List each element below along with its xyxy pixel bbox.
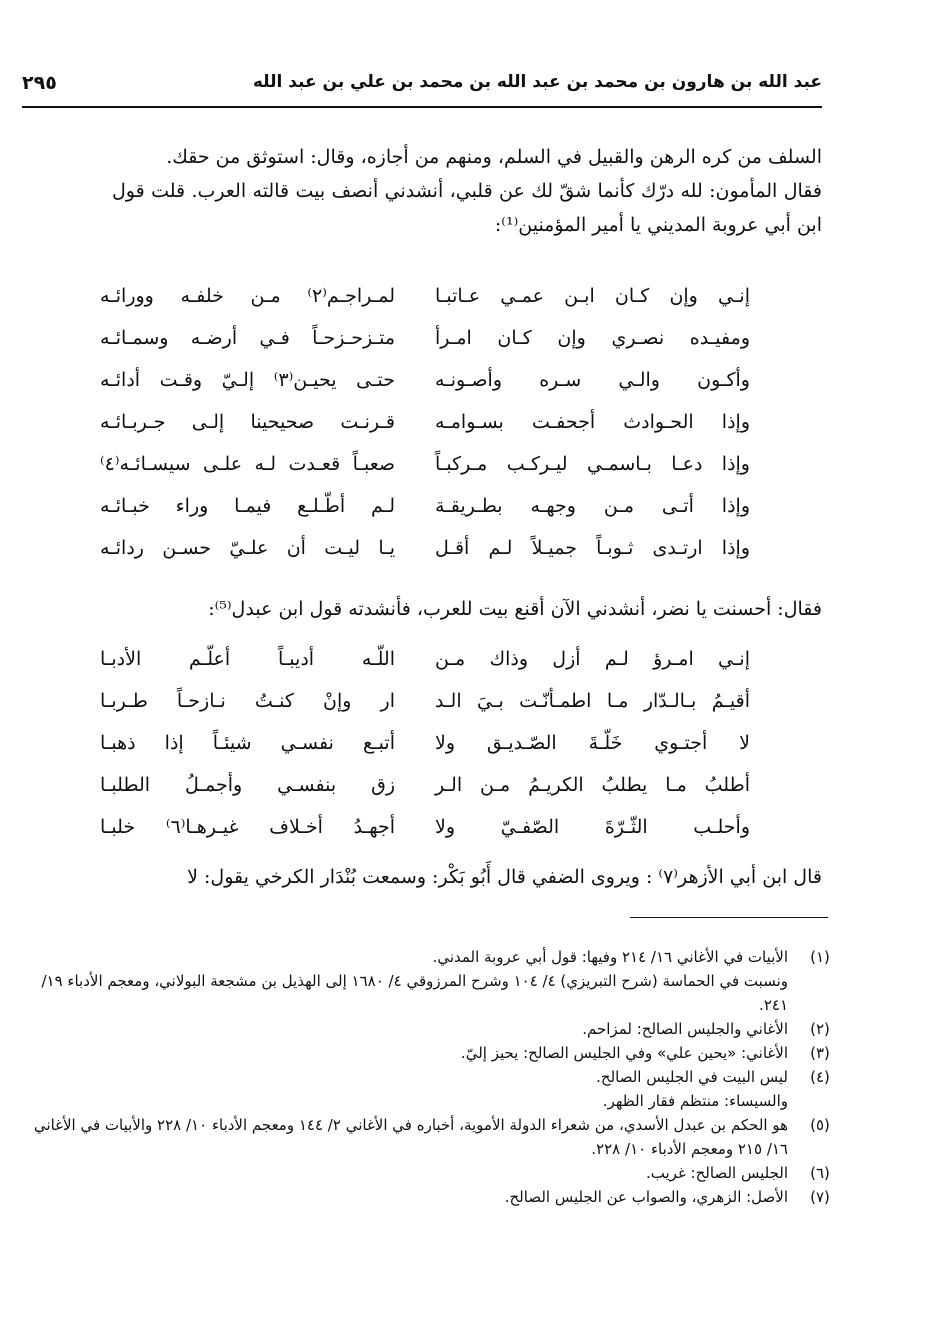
footnote-text: ونسبت في الحماسة (شرح التبريزي) ٤/ ١٠٤ وشرح المرزوقي ٤/ ١٦٨٠ إلى الهذيل بن مشجعة البولاني، ومعجم الأدباء ١٩/ ٢٤١. <box>41 972 788 1014</box>
verse-second-hemistich: صعبـاً قعـدت لـه علـى سيسـائـه⁽٤⁾ <box>100 453 395 475</box>
verse-first-hemistich: إنـي امـرؤ لـم أزل وذاك مـن <box>435 648 750 670</box>
verse-second-hemistich: متـزحـزحـاً فـي أرضـه وسمـائـه <box>100 327 395 349</box>
footnote <box>30 1017 840 1041</box>
prose-block-3 <box>112 860 822 894</box>
verse-first-hemistich: لا أجتـوي خَلّـةَ الصّـديـق ولا <box>435 732 750 754</box>
footnote-number: (٤) <box>810 1068 830 1086</box>
footnote-text: الأغاني والجليس الصالح: لمزاحم. <box>582 1020 788 1038</box>
paragraph-2: فقال المأمون: لله درّك كأنما شقّ لك عن قلبي، أنشدني أنصف بيت قالته العرب. قلت قول ابن أبي عروبة المديني يا أمير المؤمنين⁽¹⁾: <box>112 180 822 236</box>
verse-second-hemistich: لـم أطّـلـع فيمـا وراء خبـائـه <box>100 495 395 517</box>
verse-first-hemistich: وإذا الحـوادث أجحفـت بسـوامـه <box>435 411 750 433</box>
footnote-number: (٢) <box>810 1020 830 1038</box>
verse-second-hemistich: زق بنفسـي وأجمـلُ الطلبـا <box>100 774 395 796</box>
footnote-number: (٣) <box>810 1044 830 1062</box>
verse-second-hemistich: حتـى يحيـن⁽٣⁾ إلـيّ وقـت أدائـه <box>100 369 396 391</box>
footnote-number: (١) <box>810 948 830 966</box>
footnote-text: الأبيات في الأغاني ١٦/ ٢١٤ وفيها: قول أبي عروبة المدني. <box>432 948 788 966</box>
poem-1 <box>100 285 750 579</box>
footnotes <box>30 945 840 1209</box>
verse <box>100 411 750 453</box>
header-rule <box>22 106 822 108</box>
verse-second-hemistich: أجهـدُ أخـلاف غيـرهـا⁽٦⁾ خلبـا <box>100 816 395 838</box>
verse <box>100 327 750 369</box>
verse-second-hemistich: أتبـع نفسـي شيئـاً إذا ذهبـا <box>100 732 395 754</box>
footnote-text: ليس البيت في الجليس الصالح. <box>596 1068 788 1086</box>
running-header <box>22 72 822 100</box>
verse <box>100 690 750 732</box>
footnote <box>30 1041 840 1065</box>
verse-second-hemistich: يـا ليـت أن علـيّ حسـن ردائـه <box>100 537 395 559</box>
verse-first-hemistich: وأكـون والـي سـره وأصـونـه <box>435 369 750 391</box>
paragraph-4: قال ابن أبي الأزهر⁽٧⁾ : ويروى الضفي قال أَبُو بَكْر: وسمعت بُنْدَار الكرخي يقول: لا <box>187 866 822 888</box>
poem-2 <box>100 648 750 858</box>
verse-second-hemistich: قـرنـت صحيحينا إلـى جـربـائـه <box>100 411 395 433</box>
footnote <box>30 1065 840 1113</box>
footnote-rule <box>630 917 828 918</box>
footnote <box>30 945 840 1017</box>
verse <box>100 732 750 774</box>
prose-block-1 <box>112 140 822 242</box>
footnote <box>30 1113 840 1161</box>
verse-second-hemistich: لمـراجـم⁽٢⁾ مـن خلفـه وورائـه <box>100 285 395 307</box>
verse-second-hemistich: ار وإنْ كنـتُ نـازحـاً طـربـا <box>100 690 395 712</box>
page-number: ٢٩٥ <box>22 72 57 94</box>
verse-first-hemistich: إنـي وإن كـان ابـن عمـي عـاتبـا <box>435 285 750 307</box>
footnote-text: والسيساء: منتظم فقار الظهر. <box>602 1092 788 1110</box>
prose-block-2 <box>112 592 822 626</box>
paragraph-1: السلف من كره الرهن والقبيل في السلم، ومنهم من أجازه، وقال: استوثق من حقك. <box>166 146 822 168</box>
verse-first-hemistich: وأحلـب الثّـرّةَ الصّفـيّ ولا <box>435 816 750 838</box>
footnote-number: (٥) <box>810 1116 830 1134</box>
verse-first-hemistich: وإذا ارتـدى ثـوبـاً جميـلاً لـم أقـل <box>435 537 750 559</box>
verse <box>100 495 750 537</box>
verse-first-hemistich: أطلبُ مـا يطلبُ الكريـمُ مـن الـر <box>435 774 750 796</box>
footnote-text: هو الحكم بن عبدل الأسدي، من شعراء الدولة الأموية، أخباره في الأغاني ٢/ ١٤٤ ومعجم الأدباء ١٠/ ٢٢٨ والأبيات في الأغاني ١٦/ ٢١٥ ومعجم الأدباء ١٠/ ٢٢٨. <box>33 1116 788 1158</box>
verse-first-hemistich: وإذا دعـا بـاسمـي ليـركـب مـركبـاً <box>435 453 750 475</box>
footnote-text: الأغاني: «يحين علي» وفي الجليس الصالح: يحيز إليّ. <box>460 1044 788 1062</box>
footnote <box>30 1185 840 1209</box>
verse-first-hemistich: وإذا أتـى مـن وجهـه بطـريقـة <box>435 495 750 517</box>
verse <box>100 774 750 816</box>
verse <box>100 648 750 690</box>
verse-first-hemistich: أقيـمُ بـالـدّار مـا اطمـأنّـت بـيَ الـد <box>435 690 750 712</box>
verse <box>100 453 750 495</box>
footnote <box>30 1161 840 1185</box>
footnote-text: الأصل: الزهري، والصواب عن الجليس الصالح. <box>504 1188 788 1206</box>
verse <box>100 285 750 327</box>
running-title: عبد الله بن هارون بن محمد بن عبد الله بن محمد بن علي بن عبد الله <box>252 72 822 92</box>
footnote-number: (٦) <box>810 1164 830 1182</box>
footnote-number: (٧) <box>810 1188 830 1206</box>
verse <box>100 369 750 411</box>
paragraph-3: فقال: أحسنت يا نضر، أنشدني الآن أقنع بيت للعرب، فأنشدته قول ابن عبدل⁽⁵⁾: <box>208 598 822 620</box>
verse-first-hemistich: ومفيـده نصـري وإن كـان امـرأ <box>435 327 750 349</box>
footnote-text: الجليس الصالح: غريب. <box>646 1164 788 1182</box>
verse-second-hemistich: اللّـه أديبـاً أعلّـم الأدبـا <box>100 648 395 670</box>
verse <box>100 537 750 579</box>
verse <box>100 816 750 858</box>
